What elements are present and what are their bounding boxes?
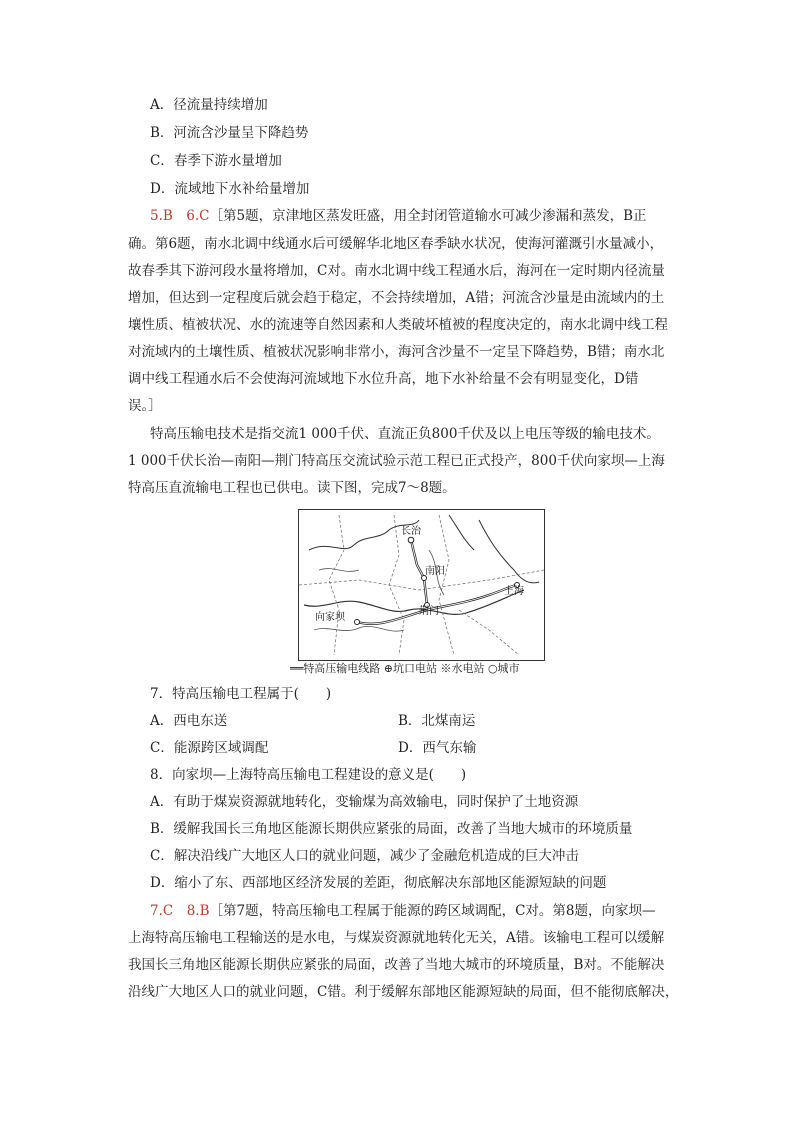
answer-56-line-5: 对流域内的土壤性质、植被状况影响非常小，海河含沙量不一定呈下降趋势，B错；南水北	[128, 344, 665, 360]
q4-option-a: A．径流量持续增加	[150, 97, 268, 113]
q8-option-a: A．有助于煤炭资源就地转化，变输煤为高效输电，同时保护了土地资源	[150, 794, 579, 810]
answer-56-line-4: 壤性质、植被状况、水的流速等自然因素和人类破坏植被的程度决定的，南水北调中线工程	[128, 317, 668, 333]
answer-56-label: 5.B 6.C	[150, 208, 210, 224]
answer-78-line-2: 我国长三角地区能源长期供应紧张的局面，改善了当地大城市的环境质量，B对。不能解决	[128, 957, 665, 973]
answer-78-line-3: 沿线广大地区人口的就业问题，C错。利于缓解东部地区能源短缺的局面，但不能彻底解决，	[128, 984, 679, 1000]
map-label-xiangjiaba: 向家坝	[315, 612, 345, 623]
map-svg	[299, 510, 544, 660]
answer-56	[150, 206, 647, 226]
map-label-nanyang: 南阳	[425, 566, 445, 577]
q4-option-d: D．流域地下水补给量增加	[150, 181, 310, 197]
q7-option-a: A．西电东送	[150, 713, 228, 729]
q7-option-b: B．北煤南运	[398, 713, 476, 729]
q8-stem: 8．向家坝—上海特高压输电工程建设的意义是( )	[150, 767, 467, 783]
power-line-map	[298, 509, 545, 661]
q7-option-d: D．西气东输	[398, 740, 477, 756]
answer-78-line-0: ［第7题，特高压输电工程属于能源的跨区域调配，C对。第8题，向家坝—	[209, 903, 656, 919]
q7-stem: 7．特高压输电工程属于( )	[150, 686, 332, 702]
q4-option-b: B．河流含沙量呈下降趋势	[150, 125, 309, 141]
answer-56-line-7: 误。］	[128, 398, 162, 414]
answer-56-line-6: 调中线工程通水后不会使海河流域地下水位升高，地下水补给量不会有明显变化，D错	[128, 371, 639, 387]
answer-78	[150, 901, 656, 921]
answer-78-line-1: 上海特高压输电工程输送的是水电，与煤炭资源就地转化无关，A错。该输电工程可以缓解	[128, 930, 665, 946]
map-legend: ══特高压输电线路 ⊕坑口电站 ※水电站 ○城市	[290, 662, 520, 675]
q7-option-c: C．能源跨区域调配	[150, 740, 269, 756]
intro-line-0: 特高压输电技术是指交流1 000千伏、直流正负800千伏及以上电压等级的输电技术。	[150, 426, 660, 442]
answer-56-line-3: 增加，但达到一定程度后就会趋于稳定，不会持续增加，A错；河流含沙量是由流域内的土	[128, 290, 665, 306]
q8-option-c: C．解决沿线广大地区人口的就业问题，减少了金融危机造成的巨大冲击	[150, 848, 579, 864]
answer-56-line-2: 故春季其下游河段水量将增加，C对。南水北调中线工程通水后，海河在一定时期内径流量	[128, 263, 665, 279]
answer-78-label: 7.C 8.B	[150, 903, 210, 919]
map-label-jingmen: 荆门	[419, 606, 439, 617]
answer-56-line-0: ［第5题，京津地区蒸发旺盛，用全封闭管道输水可减少渗漏和蒸发，B正	[209, 208, 647, 224]
answer-56-line-1: 确。第6题，南水北调中线通水后可缓解华北地区春季缺水状况，使海河灌溉引水量减小，	[128, 236, 664, 252]
q8-option-d: D．缩小了东、西部地区经济发展的差距，彻底解决东部地区能源短缺的问题	[150, 875, 607, 891]
q4-option-c: C．春季下游水量增加	[150, 153, 282, 169]
q8-option-b: B．缓解我国长三角地区能源长期供应紧张的局面，改善了当地大城市的环境质量	[150, 821, 633, 837]
intro-line-1: 1 000千伏长治—南阳—荆门特高压交流试验示范工程已正式投产，800千伏向家坝—上海	[128, 453, 665, 469]
intro-line-2: 特高压直流输电工程也已供电。读下图，完成7～8题。	[128, 480, 456, 496]
map-label-changzhi: 长治	[401, 526, 421, 537]
map-label-shanghai: 上海	[504, 586, 524, 597]
